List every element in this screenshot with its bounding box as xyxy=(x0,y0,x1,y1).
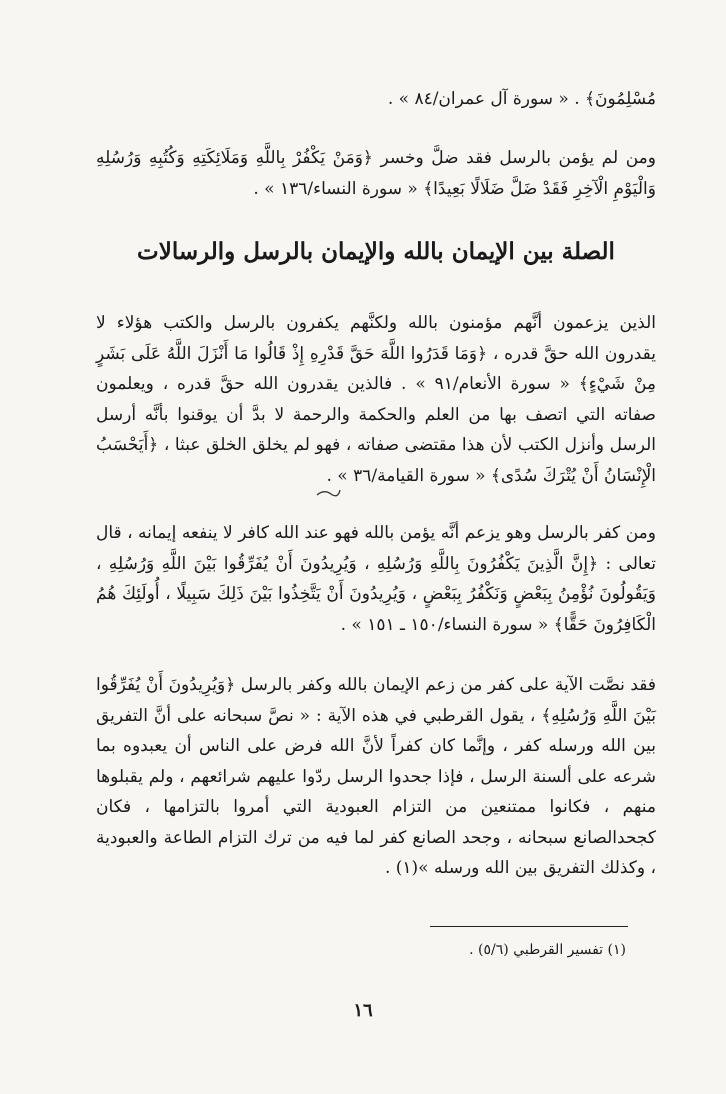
paragraph-text: الذين يزعمون أنَّهم مؤمنون بالله ولكنَّهم يكفرون بالرسل والكتب هؤلاء لا يقدرون الله حقَّ قدره ، ﴿وَمَا قَدَرُوا اللَّهَ حَقَّ قَدْرِهِ إِذْ قَالُوا مَا أَنْزَلَ اللَّهُ عَلَى بَشَرٍ مِنْ شَيْءٍ﴾ « سورة الأنعام/٩١ » . فالذين يقدرون الله حقَّ قدره ، ويعلمون صفاته التي اتصف بها من العلم والحكمة والرحمة لا بدَّ أن يوقنوا بأنَّه أرسل الرسل وأنزل الكتب لأن هذا مقتضى صفاته ، فهو لم يخلق الخلق عبثا ، ﴿أَيَحْسَبُ الْإِنْسَانُ أَنْ يُتْرَكَ سُدًى﴾ « سورة القيامة/٣٦ » . xyxy=(96,313,656,486)
paragraph-1 xyxy=(96,143,656,204)
paragraph-3 xyxy=(96,518,656,640)
section-heading: الصلة بين الإيمان بالله والإيمان بالرسل والرسالات xyxy=(137,238,615,265)
paragraph-2 xyxy=(96,308,656,491)
paragraph-4 xyxy=(96,670,656,884)
footnote: (١) تفسير القرطبي (٥/٦) . xyxy=(469,942,626,958)
paragraph-text: ومن كفر بالرسل وهو يزعم أنَّه يؤمن بالله فهو عند الله كافر لا ينفعه إيمانه ، قال تعالى : ﴿إِنَّ الَّذِينَ يَكْفُرُونَ بِاللَّهِ وَرُسُلِهِ ، وَيُرِيدُونَ أَنْ يُفَرِّقُوا بَيْنَ اللَّهِ وَرُسُلِهِ ، وَيَقُولُونَ نُؤْمِنُ بِبَعْضٍ وَنَكْفُرُ بِبَعْضٍ ، وَيُرِيدُونَ أَنْ يَتَّخِذُوا بَيْنَ ذَلِكَ سَبِيلًا ، أُولَئِكَ هُمُ الْكَافِرُونَ حَقًّا﴾ « سورة النساء/١٥٠ ـ ١٥١ » . xyxy=(96,523,656,635)
footnote-divider xyxy=(430,926,628,927)
paragraph-text: ومن لم يؤمن بالرسل فقد ضلَّ وخسر ﴿وَمَنْ يَكْفُرْ بِاللَّهِ وَمَلَائِكَتِهِ وَكُتُبِهِ وَرُسُلِهِ وَالْيَوْمِ الْآخِرِ فَقَدْ ضَلَّ ضَلَالًا بَعِيدًا﴾ « سورة النساء/١٣٦ » . xyxy=(96,148,656,199)
surah-ending-line: مُسْلِمُونَ﴾ . « سورة آل عمران/٨٤ » . xyxy=(387,89,656,109)
top-line xyxy=(96,84,656,115)
page-number: ١٦ xyxy=(353,1000,373,1021)
handwritten-mark-icon xyxy=(315,486,341,498)
paragraph-text: فقد نصَّت الآية على كفر من زعم الإيمان بالله وكفر بالرسل ﴿وَيُرِيدُونَ أَنْ يُفَرِّقُوا بَيْنَ اللَّهِ وَرُسُلِهِ﴾ ، يقول القرطبي في هذه الآية : « نصَّ سبحانه على أنَّ التفريق بين الله ورسله كفر ، وإنَّما كان كفراً لأنَّ الله فرض على الناس أن يعبدوه بما شرعه على ألسنة الرسل ، فإذا جحدوا الرسل ردّوا عليهم شرائعهم ، ولم يقبلوها منهم ، فكانوا ممتنعين من التزام العبودية التي أمروا بالتزامها ، فكان كجحدالصانع سبحانه ، وجحد الصانع كفر لما فيه من ترك التزام الطاعة والعبودية ، وكذلك التفريق بين الله ورسله »(١) . xyxy=(96,675,656,878)
